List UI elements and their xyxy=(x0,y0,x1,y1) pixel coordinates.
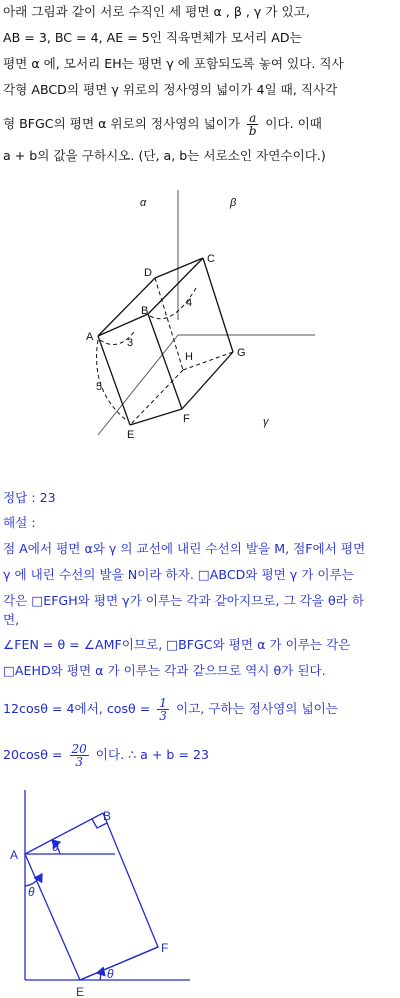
vertex-D: D xyxy=(144,267,152,279)
vertex-C: C xyxy=(207,253,215,265)
problem-line-5-pre: 형 BFGC의 평면 α 위로의 정사영의 넓이가 xyxy=(3,116,241,131)
fraction-one-third xyxy=(157,697,169,722)
fig2-label-A: A xyxy=(10,848,19,862)
fig2-theta-left: θ xyxy=(28,885,35,899)
length-3: 3 xyxy=(127,337,134,349)
fraction-numerator: a xyxy=(249,111,257,125)
fig2-label-F: F xyxy=(161,941,169,955)
cuboid-figure xyxy=(0,180,400,450)
vertex-F: F xyxy=(183,413,190,425)
solution-line-8-pre: 20cosθ = xyxy=(3,747,63,762)
solution-line-6: □AEHD와 평면 α 가 이루는 각과 같으므로 역시 θ가 된다. xyxy=(3,663,326,678)
solution-line-3: 각은 □EFGH와 평면 γ가 이루는 각과 같아지므로, 그 각을 θ라 하 xyxy=(3,593,364,608)
vertex-G: G xyxy=(237,347,246,359)
fraction-denominator: 3 xyxy=(159,709,167,723)
length-4: 4 xyxy=(186,297,193,309)
solution-line-7-pre: 12cosθ = 4에서, cosθ = xyxy=(3,701,151,716)
vertex-A: A xyxy=(86,331,94,343)
solution-heading: 해설 : xyxy=(3,515,36,530)
label-plane-beta: β xyxy=(230,197,237,209)
vertex-H: H xyxy=(185,351,193,363)
fig2-label-E: E xyxy=(76,985,85,998)
solution-line-8-post: 이다. ∴ a + b = 23 xyxy=(95,747,210,762)
fig2-label-B: B xyxy=(103,809,112,823)
problem-line-1: 아래 그림과 같이 서로 수직인 세 평면 α , β , γ 가 있고, xyxy=(3,4,310,19)
cross-section-figure xyxy=(0,790,400,998)
solution-line-4: 면, xyxy=(3,612,20,627)
vertex-E: E xyxy=(127,429,135,441)
fraction-twenty-thirds xyxy=(70,743,89,768)
fraction-numerator: 20 xyxy=(71,742,87,756)
problem-line-3: 평면 α 에, 모서리 EH는 평면 γ 에 포함되도록 놓여 있다. 직사 xyxy=(3,56,344,71)
solution-line-5: ∠FEN = θ = ∠AMF이므로, □BFGC와 평면 α 가 이루는 각은 xyxy=(3,637,351,652)
label-plane-alpha: α xyxy=(140,197,147,209)
fraction-denominator: b xyxy=(248,124,257,138)
problem-line-6: a + b의 값을 구하시오. (단, a, b는 서로소인 자연수이다.) xyxy=(3,148,326,163)
fraction-denominator: 3 xyxy=(75,755,83,769)
answer-line: 정답 : 23 xyxy=(3,490,56,505)
problem-line-4: 각형 ABCD의 평면 γ 위로의 정사영의 넓이가 4일 때, 직사각 xyxy=(3,82,338,97)
fig2-theta-top: θ xyxy=(52,840,59,854)
axis-diagonal xyxy=(98,335,178,435)
solution-line-7 xyxy=(3,697,397,722)
problem-line-5-post: 이다. 이때 xyxy=(265,116,322,131)
vertex-B: B xyxy=(141,305,149,317)
fraction-a-over-b xyxy=(247,112,258,137)
solution-line-7-post: 이고, 구하는 정사영의 넓이는 xyxy=(175,701,338,716)
solution-line-2: γ 에 내린 수선의 발을 N이라 하자. □ABCD와 평면 γ 가 이루는 xyxy=(3,567,354,582)
label-plane-gamma: γ xyxy=(263,416,269,428)
solution-line-1: 점 A에서 평면 α와 γ 의 교선에 내린 수선의 발을 M, 점F에서 평면 xyxy=(3,541,366,556)
problem-line-2: AB = 3, BC = 4, AE = 5인 직육면체가 모서리 AD는 xyxy=(3,30,302,45)
fig2-theta-bottom: θ xyxy=(107,967,114,981)
problem-line-5 xyxy=(3,112,397,137)
fraction-numerator: 1 xyxy=(159,696,167,710)
solution-line-8 xyxy=(3,743,397,768)
length-5: 5 xyxy=(96,381,103,393)
